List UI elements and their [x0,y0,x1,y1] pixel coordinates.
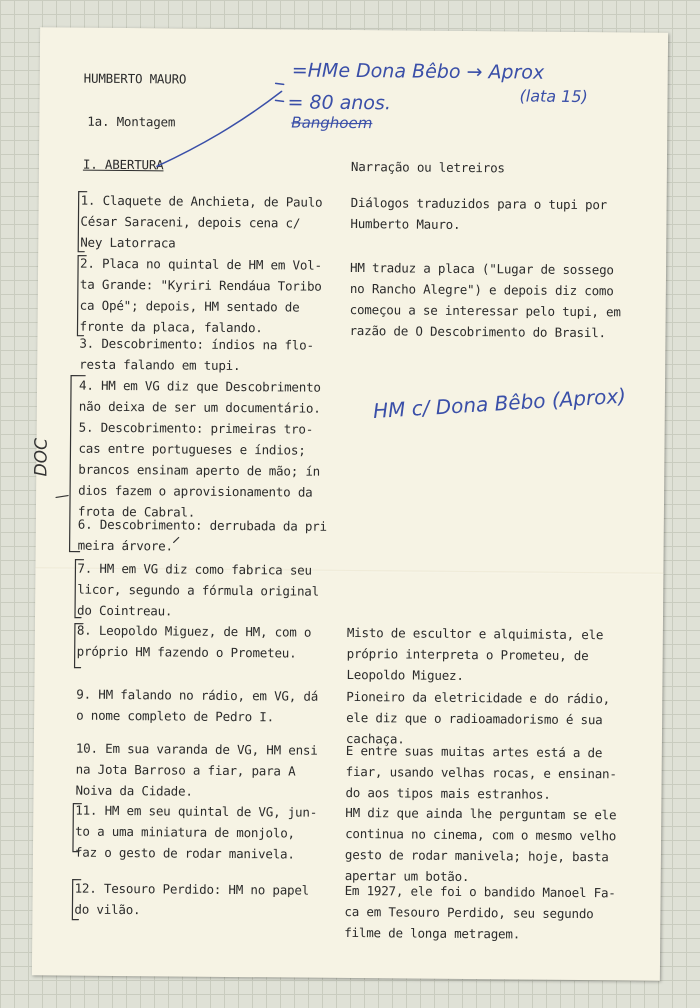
handwritten-note-reel: (lata 15) [519,86,588,107]
pen-connector [157,90,282,167]
narration-line: HM traduz a placa ("Lugar de sossego [349,259,614,278]
handwritten-doc-mark: DOC [31,438,52,477]
narration-line: no Rancho Alegre") e depois diz como [349,280,614,299]
bracket-item12 [72,880,80,920]
bracket-doc-group [70,376,86,552]
item-line: frota de Cabral. [77,503,196,520]
narration-line: ele diz que o radioamadorismo é sua [346,709,603,728]
section-heading: I. ABERTURA [82,156,164,173]
bracket-item8 [75,624,83,668]
narration-line: do aos tipos mais estranhos. [345,784,551,802]
handwritten-note-middle: HM c/ Dona Bêbo (Aprox) [372,383,627,424]
item-line: o nome completo de Pedro I. [76,707,275,725]
item-line: resta falando em tupi. [79,356,241,374]
bracket-item7 [75,560,84,618]
handwritten-note-line2: = 80 anos. [287,91,392,115]
item-line: Ney Latorraca [80,234,176,251]
item-line: do vilão. [74,901,141,918]
item-line: ca Opé"; depois, HM sentado de [79,297,300,315]
item-line: 6. Descobrimento: derrubada da pri [77,516,327,534]
narration-line: Diálogos traduzidos para o tupi por [350,194,608,213]
handwritten-crossed-word: Banghoem [291,113,373,133]
narration-line: Leopoldo Miguez. [346,666,464,683]
narration-line: E entre suas muitas artes está a de [345,742,603,761]
narration-line: razão de O Descobrimento do Brasil. [349,322,606,341]
narration-line: HM diz que ainda lhe perguntam se ele [345,804,617,823]
item-line: César Saraceni, depois cena c/ [80,213,301,231]
item-line: faz o gesto de rodar manivela. [74,844,295,862]
item-line: dios fazem o aprovisionamento da [78,482,313,500]
narration-line: fiar, usando velhas rocas, e ensinan- [345,763,617,782]
narration-line: cachaça. [345,730,405,747]
narration-line: Misto de escultor e alquimista, ele [346,624,604,643]
item-line: cas entre portugueses e índios; [78,440,306,458]
item-line: 10. Em sua varanda de VG, HM ensi [75,740,318,758]
narration-line: Humberto Mauro. [350,215,461,232]
narration-line: ca em Tesouro Perdido, seu segundo [344,903,594,922]
pen-tick [174,537,179,542]
doc-tick [56,495,68,497]
item-line: 5. Descobrimento: primeiras tro- [78,419,314,437]
item-line: meira árvore. [77,537,173,554]
item-line: na Jota Barroso a fiar, para A [75,761,296,779]
item-line: próprio HM fazendo o Prometeu. [76,643,297,661]
pen-marks [32,27,668,980]
item-line: to a uma miniatura de monjolo, [75,823,295,841]
item-line: 2. Placa no quintal de HM em Vol- [80,255,322,273]
item-line: 4. HM em VG diz que Descobrimento [78,377,321,395]
montage-heading: 1a. Montagem [87,113,176,130]
item-line: 11. HM em seu quintal de VG, jun- [75,802,318,820]
item-line: do Cointreau. [76,602,173,619]
right-column-heading: Narração ou letreiros [350,158,505,176]
bracket-item1 [78,192,87,252]
narration-line: Em 1927, ele foi o bandido Manoel Fa- [344,882,616,901]
item-line: 1. Claquete de Anchieta, de Paulo [80,192,323,210]
item-line: ta Grande: "Kyriri Rendáua Toribo [79,276,322,294]
document-page [32,27,668,980]
item-line: 8. Leopoldo Miguez, de HM, com o [76,622,312,640]
author-heading: HUMBERTO MAURO [83,70,187,87]
handwritten-note-line1: =HMe Dona Bêbo → Aprox [291,59,545,84]
item-line: não deixa de ser um documentário. [78,398,321,416]
bracket-item2 [77,256,86,336]
narration-line: próprio interpreta o Prometeu, de [346,645,589,664]
bracket-item11 [73,804,81,852]
narration-line: começou a se interessar pelo tupi, em [349,301,621,320]
item-line: licor, segundo a fórmula original [77,581,320,599]
item-line: brancos ensinam aperto de mão; ín [78,461,321,479]
item-line: 12. Tesouro Perdido: HM no papel [74,880,310,898]
narration-line: gesto de rodar manivela; hoje, basta [344,846,609,865]
narration-line: Pioneiro da eletricidade e do rádio, [346,688,611,707]
narration-line: filme de longa metragem. [344,924,521,942]
item-line: fronte da placa, falando. [79,318,263,336]
narration-line: apertar um botão. [344,867,470,885]
narration-line: continua no cinema, com o mesmo velho [345,825,617,844]
item-line: 9. HM falando no rádio, em VG, dá [76,686,319,704]
item-line: Noiva da Cidade. [75,782,193,799]
item-line: 3. Descobrimento: índios na flo- [79,335,314,353]
item-line: 7. HM em VG diz como fabrica seu [77,560,312,578]
